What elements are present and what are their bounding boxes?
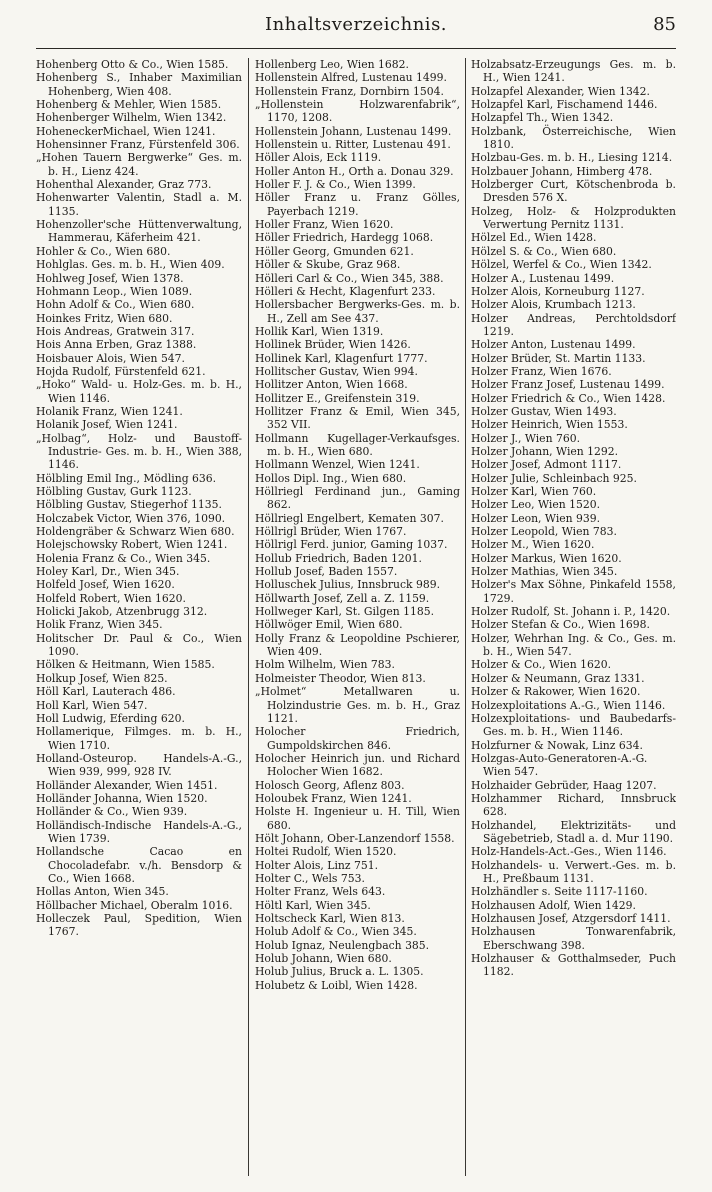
index-entry: Holzhausen Josef, Atzgersdorf 1411. — [471, 912, 671, 925]
index-entry: Holzberger Curt, Kötschenbroda b. Dresden 576 X. — [471, 178, 676, 205]
index-entry: Holtei Rudolf, Wien 1520. — [255, 845, 397, 859]
index-entry: Hohensinner Franz, Fürstenfeld 306. — [36, 138, 240, 152]
index-entry: Holzhausen Adolf, Wien 1429. — [471, 898, 636, 912]
index-entry: „Holbag“, Holz- und Baustoff-Industrie- Ges. m. b. H., Wien 388, 1146. — [36, 431, 242, 472]
index-entry: Hollenstein Franz, Dornbirn 1504. — [255, 84, 444, 98]
index-entry: Holanik Josef, Wien 1241. — [36, 418, 178, 432]
index-entry: Holzeg, Holz- & Holzprodukten Verwertung Pernitz 1131. — [471, 204, 676, 232]
index-entry: Holter C., Wels 753. — [255, 871, 365, 885]
index-entry: Holmeister Theodor, Wien 813. — [255, 671, 426, 685]
index-entry: Holler Franz, Wien 1620. — [255, 218, 394, 232]
index-entry: Holler F. J. & Co., Wien 1399. — [255, 178, 416, 192]
index-entry: Holzhaider Gebrüder, Haag 1207. — [471, 778, 657, 792]
index-entry: Holzer Franz, Wien 1676. — [471, 364, 612, 378]
index-entry: Holzer Heinrich, Wien 1553. — [471, 418, 628, 432]
index-entry: Hohn Adolf & Co., Wien 680. — [36, 298, 195, 312]
index-entry: Hollweger Karl, St. Gilgen 1185. — [255, 605, 435, 619]
index-entry: Hölzel, Werfel & Co., Wien 1342. — [471, 258, 652, 272]
index-entry: Höllriegl Ferdinand jun., Gaming 862. — [255, 485, 460, 512]
index-entry: Hollmann Wenzel, Wien 1241. — [255, 458, 420, 472]
index-entry: Höller Friedrich, Hardegg 1068. — [255, 231, 434, 245]
index-entry: Holzer & Co., Wien 1620. — [471, 658, 611, 672]
index-column-1 — [36, 58, 242, 1178]
index-entry: Holzhandels- u. Verwert.-Ges. m. b. H., Preßbaum 1131. — [471, 858, 676, 885]
index-entry: Hollmann Kugellager-Verkaufsges. m. b. H., Wien 680. — [255, 431, 460, 458]
index-entry: Holl Karl, Wien 547. — [36, 698, 148, 712]
index-entry: Holzbank, Österreichische, Wien 1810. — [471, 124, 676, 152]
index-entry: Holzhauser & Gotthalmseder, Puch 1182. — [471, 952, 676, 979]
index-entry: Holejschowsky Robert, Wien 1241. — [36, 538, 228, 552]
index-entry: Hollitzer Franz & Emil, Wien 345, 352 VII. — [255, 404, 460, 432]
index-entry: Holzer Julie, Schleinbach 925. — [471, 471, 637, 485]
index-entry: „Hollenstein Holzwarenfabrik“, 1170, 1208. — [255, 98, 460, 125]
index-entry: Holub Johann, Wien 680. — [255, 952, 392, 966]
index-entry: Hois Anna Erben, Graz 1388. — [36, 338, 197, 352]
index-entry: Holik Franz, Wien 345. — [36, 618, 163, 632]
index-entry: Hois Andreas, Gratwein 317. — [36, 324, 195, 338]
column-divider-1 — [248, 58, 249, 1176]
index-entry: Hölbling Emil Ing., Mödling 636. — [36, 471, 217, 485]
index-entry: Holluschek Julius, Innsbruck 989. — [255, 578, 441, 592]
header-rule — [36, 48, 676, 49]
index-entry: Holleczek Paul, Spedition, Wien 1767. — [36, 912, 242, 939]
index-entry: Hollandsche Cacao en Chocoladefabr. v./h. Bensdorp & Co., Wien 1668. — [36, 845, 242, 885]
index-entry: Holubetz & Loibl, Wien 1428. — [255, 978, 418, 992]
index-entry: Höllbacher Michael, Oberalm 1016. — [36, 898, 233, 912]
page-number: 85 — [653, 14, 676, 35]
index-entry: Holz-Handels-Act.-Ges., Wien 1146. — [471, 845, 667, 859]
index-entry: Holenia Franz & Co., Wien 345. — [36, 551, 211, 565]
index-entry: Holdengräber & Schwarz Wien 680. — [36, 525, 235, 539]
index-entry: Holzhandel, Elektrizitäts- und Sägebetrieb, Stadl a. d. Mur 1190. — [471, 818, 676, 845]
index-entry: Holzabsatz-Erzeugungs Ges. m. b. H., Wien 1241. — [471, 58, 676, 85]
index-entry: HoheneckerMichael, Wien 1241. — [36, 124, 216, 138]
index-entry: Hollik Karl, Wien 1319. — [255, 324, 384, 338]
index-entry: Hölbling Gustav, Gurk 1123. — [36, 485, 192, 498]
index-entry: Hollos Dipl. Ing., Wien 680. — [255, 471, 407, 485]
index-entry: Hollenstein Alfred, Lustenau 1499. — [255, 71, 447, 85]
index-entry: Hölleri Carl & Co., Wien 345, 388. — [255, 271, 444, 285]
index-entry: Höllriegl Engelbert, Kematen 307. — [255, 511, 444, 525]
index-entry: Holl Ludwig, Eferding 620. — [36, 711, 185, 725]
index-entry: Höller Franz u. Franz Gölles, Payerbach 1219. — [255, 191, 460, 218]
index-entry: Holfeld Josef, Wien 1620. — [36, 578, 175, 592]
index-column-2 — [255, 58, 460, 1178]
index-entry: Holocher Friedrich, Gumpoldskirchen 846. — [255, 725, 460, 752]
index-entry: Holzer Stefan & Co., Wien 1698. — [471, 618, 650, 632]
index-entry: Hollitscher Gustav, Wien 994. — [255, 364, 418, 378]
index-entry: Holzer Alois, Krumbach 1213. — [471, 298, 636, 312]
index-entry: Hollenberg Leo, Wien 1682. — [255, 58, 409, 71]
index-entry: Hohenwarter Valentin, Stadl a. M. 1135. — [36, 191, 242, 218]
index-entry: Höllwarth Josef, Zell a. Z. 1159. — [255, 591, 430, 605]
index-entry: Hohenzoller'sche Hüttenverwaltung, Hammerau, Käferheim 421. — [36, 218, 242, 245]
index-entry: Hollenstein Johann, Lustenau 1499. — [255, 124, 452, 138]
index-entry: Holanik Franz, Wien 1241. — [36, 404, 183, 418]
index-entry: Hoinkes Fritz, Wien 680. — [36, 311, 173, 325]
index-entry: Holub Ignaz, Neulengbach 385. — [255, 938, 430, 952]
index-entry: Holländer Alexander, Wien 1451. — [36, 778, 218, 792]
index-entry: Höller Alois, Eck 1119. — [255, 151, 382, 165]
index-entry: Hollas Anton, Wien 345. — [36, 885, 169, 899]
index-entry: Holzer Brüder, St. Martin 1133. — [471, 351, 646, 365]
index-entry: Hollinek Brüder, Wien 1426. — [255, 338, 411, 352]
index-entry: Holzer Leopold, Wien 783. — [471, 525, 617, 539]
index-entry: Holub Julius, Bruck a. L. 1305. — [255, 965, 424, 979]
index-entry: Holtscheck Karl, Wien 813. — [255, 912, 405, 925]
index-entry: Hohlglas. Ges. m. b. H., Wien 409. — [36, 258, 225, 272]
index-entry: „Hohen Tauern Bergwerke“ Ges. m. b. H., Lienz 424. — [36, 151, 242, 178]
index-entry: Holzbau-Ges. m. b. H., Liesing 1214. — [471, 151, 673, 165]
index-entry: Höllrigl Brüder, Wien 1767. — [255, 525, 407, 539]
index-entry: Holzapfel Karl, Fischamend 1446. — [471, 98, 658, 112]
index-entry: Holitscher Dr. Paul & Co., Wien 1090. — [36, 631, 242, 659]
index-entry: Holkup Josef, Wien 825. — [36, 671, 168, 685]
index-entry: Hojda Rudolf, Fürstenfeld 621. — [36, 364, 206, 378]
index-entry: Hollub Friedrich, Baden 1201. — [255, 551, 422, 565]
index-entry: Hohmann Leop., Wien 1089. — [36, 284, 193, 298]
index-entry: Holosch Georg, Aflenz 803. — [255, 778, 405, 792]
index-entry: Holzer Johann, Wien 1292. — [471, 444, 619, 458]
index-entry: Holzer Mathias, Wien 345. — [471, 565, 618, 579]
index-entry: Hollinek Karl, Klagenfurt 1777. — [255, 351, 428, 365]
index-entry: Holzer Andreas, Perchtoldsdorf 1219. — [471, 311, 676, 338]
index-entry: Hölleri & Hecht, Klagenfurt 233. — [255, 284, 436, 298]
index-entry: Höll Karl, Lauterach 486. — [36, 685, 176, 699]
index-entry: „Hoko“ Wald- u. Holz-Ges. m. b. H., Wien 1146. — [36, 378, 242, 405]
index-entry: Holler Anton H., Orth a. Donau 329. — [255, 164, 454, 178]
index-entry: Höltl Karl, Wien 345. — [255, 898, 371, 912]
index-entry: Holzhändler s. Seite 1117-1160. — [471, 885, 648, 899]
index-entry: Hohenberg & Mehler, Wien 1585. — [36, 98, 222, 112]
index-entry: Holicki Jakob, Atzenbrugg 312. — [36, 605, 208, 619]
column-divider-2 — [465, 58, 466, 1176]
index-entry: Holey Karl, Dr., Wien 345. — [36, 565, 180, 579]
index-entry: Hölzel S. & Co., Wien 680. — [471, 244, 617, 258]
index-entry: Holzfurner & Nowak, Linz 634. — [471, 738, 643, 752]
index-entry: Holzer M., Wien 1620. — [471, 538, 595, 552]
index-entry: Hölzel Ed., Wien 1428. — [471, 231, 597, 245]
index-entry: Holzhausen Tonwarenfabrik, Eberschwang 398. — [471, 925, 676, 952]
index-entry: Hölt Johann, Ober-Lanzendorf 1558. — [255, 831, 455, 845]
index-entry: Holzer Markus, Wien 1620. — [471, 551, 622, 565]
index-entry: Holzer Gustav, Wien 1493. — [471, 404, 617, 418]
index-entry: Hohenthal Alexander, Graz 773. — [36, 178, 212, 192]
index-entry: Holub Adolf & Co., Wien 345. — [255, 925, 417, 939]
index-entry: Holocher Heinrich jun. und Richard Holocher Wien 1682. — [255, 751, 460, 779]
index-column-3 — [471, 58, 676, 1178]
index-entry: Holm Wilhelm, Wien 783. — [255, 658, 395, 672]
index-entry: Holzer Anton, Lustenau 1499. — [471, 338, 636, 352]
index-entry: Holzer's Max Söhne, Pinkafeld 1558, 1729. — [471, 578, 676, 605]
index-entry: Holzer Josef, Admont 1117. — [471, 458, 622, 472]
index-entry: Holländer & Co., Wien 939. — [36, 805, 188, 819]
index-entry: Höllrigl Ferd. junior, Gaming 1037. — [255, 538, 448, 552]
index-entry: Hollersbacher Bergwerks-Ges. m. b. H., Zell am See 437. — [255, 298, 460, 325]
index-entry: Hollitzer Anton, Wien 1668. — [255, 378, 408, 392]
index-entry: Höller Georg, Gmunden 621. — [255, 244, 414, 258]
index-entry: Hohenberg Otto & Co., Wien 1585. — [36, 58, 229, 71]
index-entry: Holzer & Rakower, Wien 1620. — [471, 685, 641, 699]
index-entry: Holzhammer Richard, Innsbruck 628. — [471, 791, 676, 819]
index-entry: Hohlweg Josef, Wien 1378. — [36, 271, 184, 285]
index-entry: Hoisbauer Alois, Wien 547. — [36, 351, 185, 365]
index-entry: Holter Franz, Wels 643. — [255, 885, 386, 899]
index-entry: Hölbling Gustav, Stiegerhof 1135. — [36, 498, 222, 512]
index-entry: Holzapfel Alexander, Wien 1342. — [471, 84, 650, 98]
index-entry: Holzer Alois, Korneuburg 1127. — [471, 284, 645, 298]
index-entry: Holzer & Neumann, Graz 1331. — [471, 671, 645, 685]
index-entry: Hölken & Heitmann, Wien 1585. — [36, 658, 215, 672]
index-entry: Holzapfel Th., Wien 1342. — [471, 111, 614, 125]
index-entry: Holzer A., Lustenau 1499. — [471, 271, 615, 285]
index-entry: Holste H. Ingenieur u. H. Till, Wien 680. — [255, 805, 460, 832]
index-entry: Hohler & Co., Wien 680. — [36, 244, 171, 258]
index-entry: „Holmet“ Metallwaren u. Holzindustrie Ges. m. b. H., Graz 1121. — [255, 685, 460, 725]
index-entry: Holter Alois, Linz 751. — [255, 858, 379, 872]
index-entry: Holoubek Franz, Wien 1241. — [255, 791, 412, 805]
index-entry: Hollamerique, Filmges. m. b. H., Wien 1710. — [36, 725, 242, 752]
page-header — [36, 14, 676, 40]
index-entry: Holländer Johanna, Wien 1520. — [36, 791, 208, 805]
index-entry: Holzexploitations- und Baubedarfs-Ges. m. b. H., Wien 1146. — [471, 711, 676, 739]
index-entry: Hollub Josef, Baden 1557. — [255, 565, 398, 579]
index-entry: Holzgas-Auto-Generatoren-A.-G. Wien 547. — [471, 751, 648, 779]
index-entry: Holly Franz & Leopoldine Pschierer, Wien 409. — [255, 631, 460, 659]
index-entry: Hohenberger Wilhelm, Wien 1342. — [36, 111, 227, 125]
index-entry: Holzer Franz Josef, Lustenau 1499. — [471, 378, 665, 392]
page-title: Inhaltsverzeichnis. — [264, 14, 448, 35]
index-entry: Holfeld Robert, Wien 1620. — [36, 591, 186, 605]
index-entry: Hollenstein u. Ritter, Lustenau 491. — [255, 138, 451, 152]
index-entry: Holzer Leon, Wien 939. — [471, 511, 601, 525]
index-entry: Holczabek Victor, Wien 376, 1090. — [36, 511, 226, 525]
index-entry: Holzexploitations A.-G., Wien 1146. — [471, 698, 666, 712]
index-entry: Holzbauer Johann, Himberg 478. — [471, 164, 653, 178]
index-entry: Höllwöger Emil, Wien 680. — [255, 618, 403, 632]
index-entry: Holzer, Wehrhan Ing. & Co., Ges. m. b. H., Wien 547. — [471, 631, 676, 659]
index-entry: Höller & Skube, Graz 968. — [255, 258, 401, 272]
index-entry: Hohenberg S., Inhaber Maximilian Hohenberg, Wien 408. — [36, 71, 242, 98]
index-entry: Holland-Osteurop. Handels-A.-G., Wien 939, 999, 928 IV. — [36, 751, 242, 779]
index-entry: Holzer Friedrich & Co., Wien 1428. — [471, 391, 666, 405]
index-entry: Holzer Leo, Wien 1520. — [471, 498, 601, 512]
index-entry: Holzer Rudolf, St. Johann i. P., 1420. — [471, 605, 671, 619]
index-entry: Holzer J., Wien 760. — [471, 431, 581, 445]
index-entry: Hollitzer E., Greifenstein 319. — [255, 391, 420, 405]
index-entry: Holländisch-Indische Handels-A.-G., Wien 1739. — [36, 818, 242, 845]
index-entry: Holzer Karl, Wien 760. — [471, 485, 597, 498]
